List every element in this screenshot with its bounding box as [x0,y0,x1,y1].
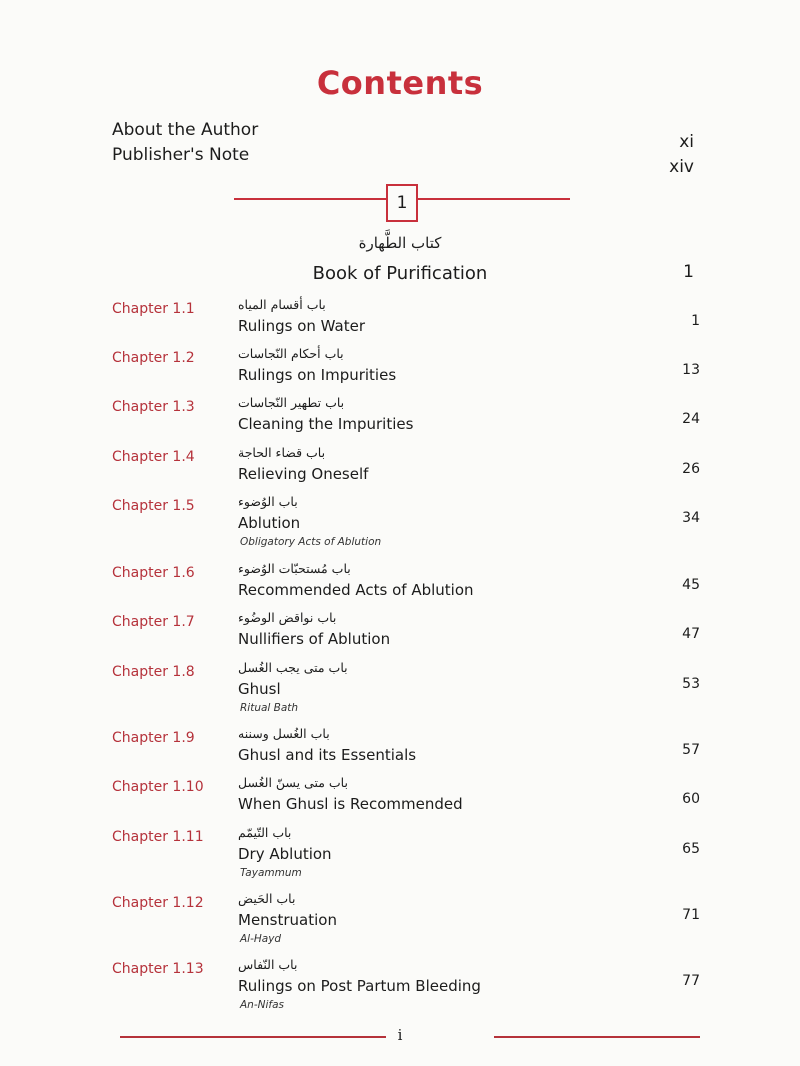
chapter-subtitle: Obligatory Acts of Ablution [240,536,382,548]
chapter-subtitle: Ritual Bath [240,702,299,714]
chapter-title: Ablution [238,514,301,532]
chapter-title: Rulings on Impurities [238,366,397,384]
part-divider-right [416,198,570,200]
chapter-page: 26 [682,461,700,477]
part-divider-left [234,198,386,200]
chapter-title-arabic: باب أحكام النّجاسات [238,346,344,361]
chapter-label: Chapter 1.10 [112,779,204,795]
front-matter-label: Publisher's Note [112,145,250,165]
chapter-title: Cleaning the Impurities [238,415,414,433]
chapter-title: Rulings on Post Partum Bleeding [238,977,481,995]
chapter-label: Chapter 1.4 [112,449,195,465]
chapter-title-arabic: باب الوُضوء [238,494,298,509]
chapter-title-arabic: باب الغُسل وسننه [238,726,330,741]
chapter-subtitle: Tayammum [240,867,302,879]
chapter-title: Relieving Oneself [238,465,369,483]
chapter-subtitle: An-Nifas [240,999,284,1011]
chapter-label: Chapter 1.1 [112,301,195,317]
chapter-label: Chapter 1.9 [112,730,195,746]
chapter-label: Chapter 1.12 [112,895,204,911]
chapter-title-arabic: باب نواقض الوضُوء [238,610,337,625]
chapter-title-arabic: باب تطهير النّجاسات [238,395,345,410]
chapter-title: Ghusl and its Essentials [238,746,417,764]
front-matter-page: xiv [669,157,694,177]
chapter-page: 45 [682,577,700,593]
chapter-title: Menstruation [238,911,337,929]
chapter-subtitle: Al-Hayd [240,933,282,945]
part-page: 1 [683,262,694,282]
front-matter-label: About the Author [112,120,259,140]
chapter-page: 65 [682,841,700,857]
chapter-page: 71 [682,907,700,923]
chapter-label: Chapter 1.7 [112,614,195,630]
chapter-page: 60 [682,791,700,807]
chapter-title: Recommended Acts of Ablution [238,581,474,599]
chapter-title-arabic: باب أقسام المياه [238,297,326,312]
chapter-page: 53 [682,676,700,692]
part-number-box: 1 [386,184,418,222]
chapter-title-arabic: باب قضاء الحاجة [238,445,326,460]
part-title[interactable]: Book of Purification [312,263,488,284]
chapter-title-arabic: باب متى يجب الغُسل [238,660,348,675]
chapter-title: Ghusl [238,680,281,698]
chapter-label: Chapter 1.3 [112,399,195,415]
chapter-page: 47 [682,626,700,642]
chapter-title: When Ghusl is Recommended [238,795,463,813]
page-number: i [397,1026,403,1044]
chapter-page: 57 [682,742,700,758]
chapter-label: Chapter 1.6 [112,565,195,581]
part-title-arabic: كتاب الطَّهارة [358,234,442,252]
chapter-page: 1 [691,313,700,329]
chapter-title-arabic: باب متى يسنّ الغُسل [238,775,348,790]
chapter-label: Chapter 1.11 [112,829,204,845]
chapter-label: Chapter 1.8 [112,664,195,680]
chapter-page: 34 [682,510,700,526]
chapter-label: Chapter 1.13 [112,961,204,977]
chapter-title-arabic: باب الحَيض [238,891,296,906]
chapter-title-arabic: باب التّيمّم [238,825,292,840]
chapter-title: Rulings on Water [238,317,365,335]
chapter-title-arabic: باب مُستحبّات الوُضوء [238,561,351,576]
chapter-page: 77 [682,973,700,989]
page-title: Contents [316,64,484,102]
chapter-title: Nullifiers of Ablution [238,630,391,648]
chapter-label: Chapter 1.2 [112,350,195,366]
chapter-page: 24 [682,411,700,427]
chapter-page: 13 [682,362,700,378]
front-matter-page: xi [679,132,694,152]
chapter-title: Dry Ablution [238,845,332,863]
chapter-label: Chapter 1.5 [112,498,195,514]
chapter-title-arabic: باب النّفاس [238,957,298,972]
